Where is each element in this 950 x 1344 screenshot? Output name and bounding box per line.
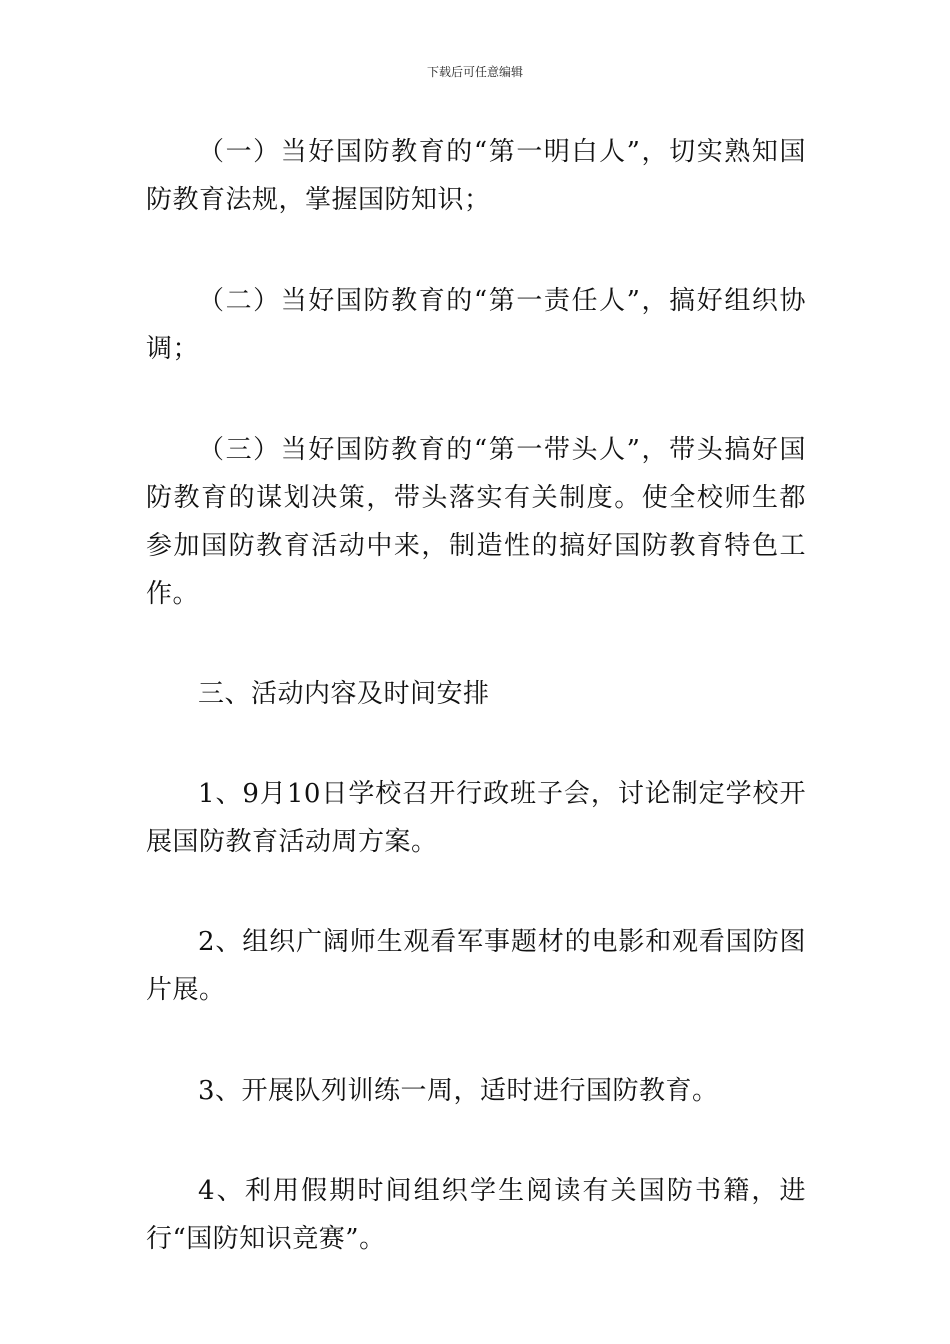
- document-body: [146, 128, 806, 1263]
- paragraph-spacer: [146, 224, 806, 277]
- paragraph-spacer: [146, 1115, 806, 1167]
- activity-item-2: 2、组织广阔师生观看军事题材的电影和观看国防图片展。: [146, 927, 806, 1005]
- paragraph-spacer: [146, 718, 806, 770]
- activity-item-1: 1、9月10日学校召开行政班子会，讨论制定学校开展国防教育活动周方案。: [146, 779, 806, 857]
- paragraph-role-1: （一）当好国防教育的“第一明白人”，切实熟知国防教育法规，掌握国防知识；: [146, 137, 806, 215]
- paragraph-spacer: [146, 866, 806, 918]
- activity-item-4: 4、利用假期时间组织学生阅读有关国防书籍，进行“国防知识竞赛”。: [146, 1176, 806, 1254]
- paragraph-spacer: [146, 373, 806, 426]
- page-header: 下载后可任意编辑: [426, 65, 523, 79]
- paragraph-role-2: （二）当好国防教育的“第一责任人”，搞好组织协调；: [146, 286, 806, 364]
- activity-item-3: 3、开展队列训练一周，适时进行国防教育。: [198, 1076, 719, 1106]
- paragraph-spacer: [146, 1014, 806, 1067]
- paragraph-spacer: [146, 618, 806, 670]
- section-heading-activities: 三、活动内容及时间安排: [198, 679, 490, 709]
- paragraph-role-3: （三）当好国防教育的“第一带头人”，带头搞好国防教育的谋划决策，带头落实有关制度。使全校师生都参加国防教育活动中来，制造性的搞好国防教育特色工作。: [146, 435, 806, 609]
